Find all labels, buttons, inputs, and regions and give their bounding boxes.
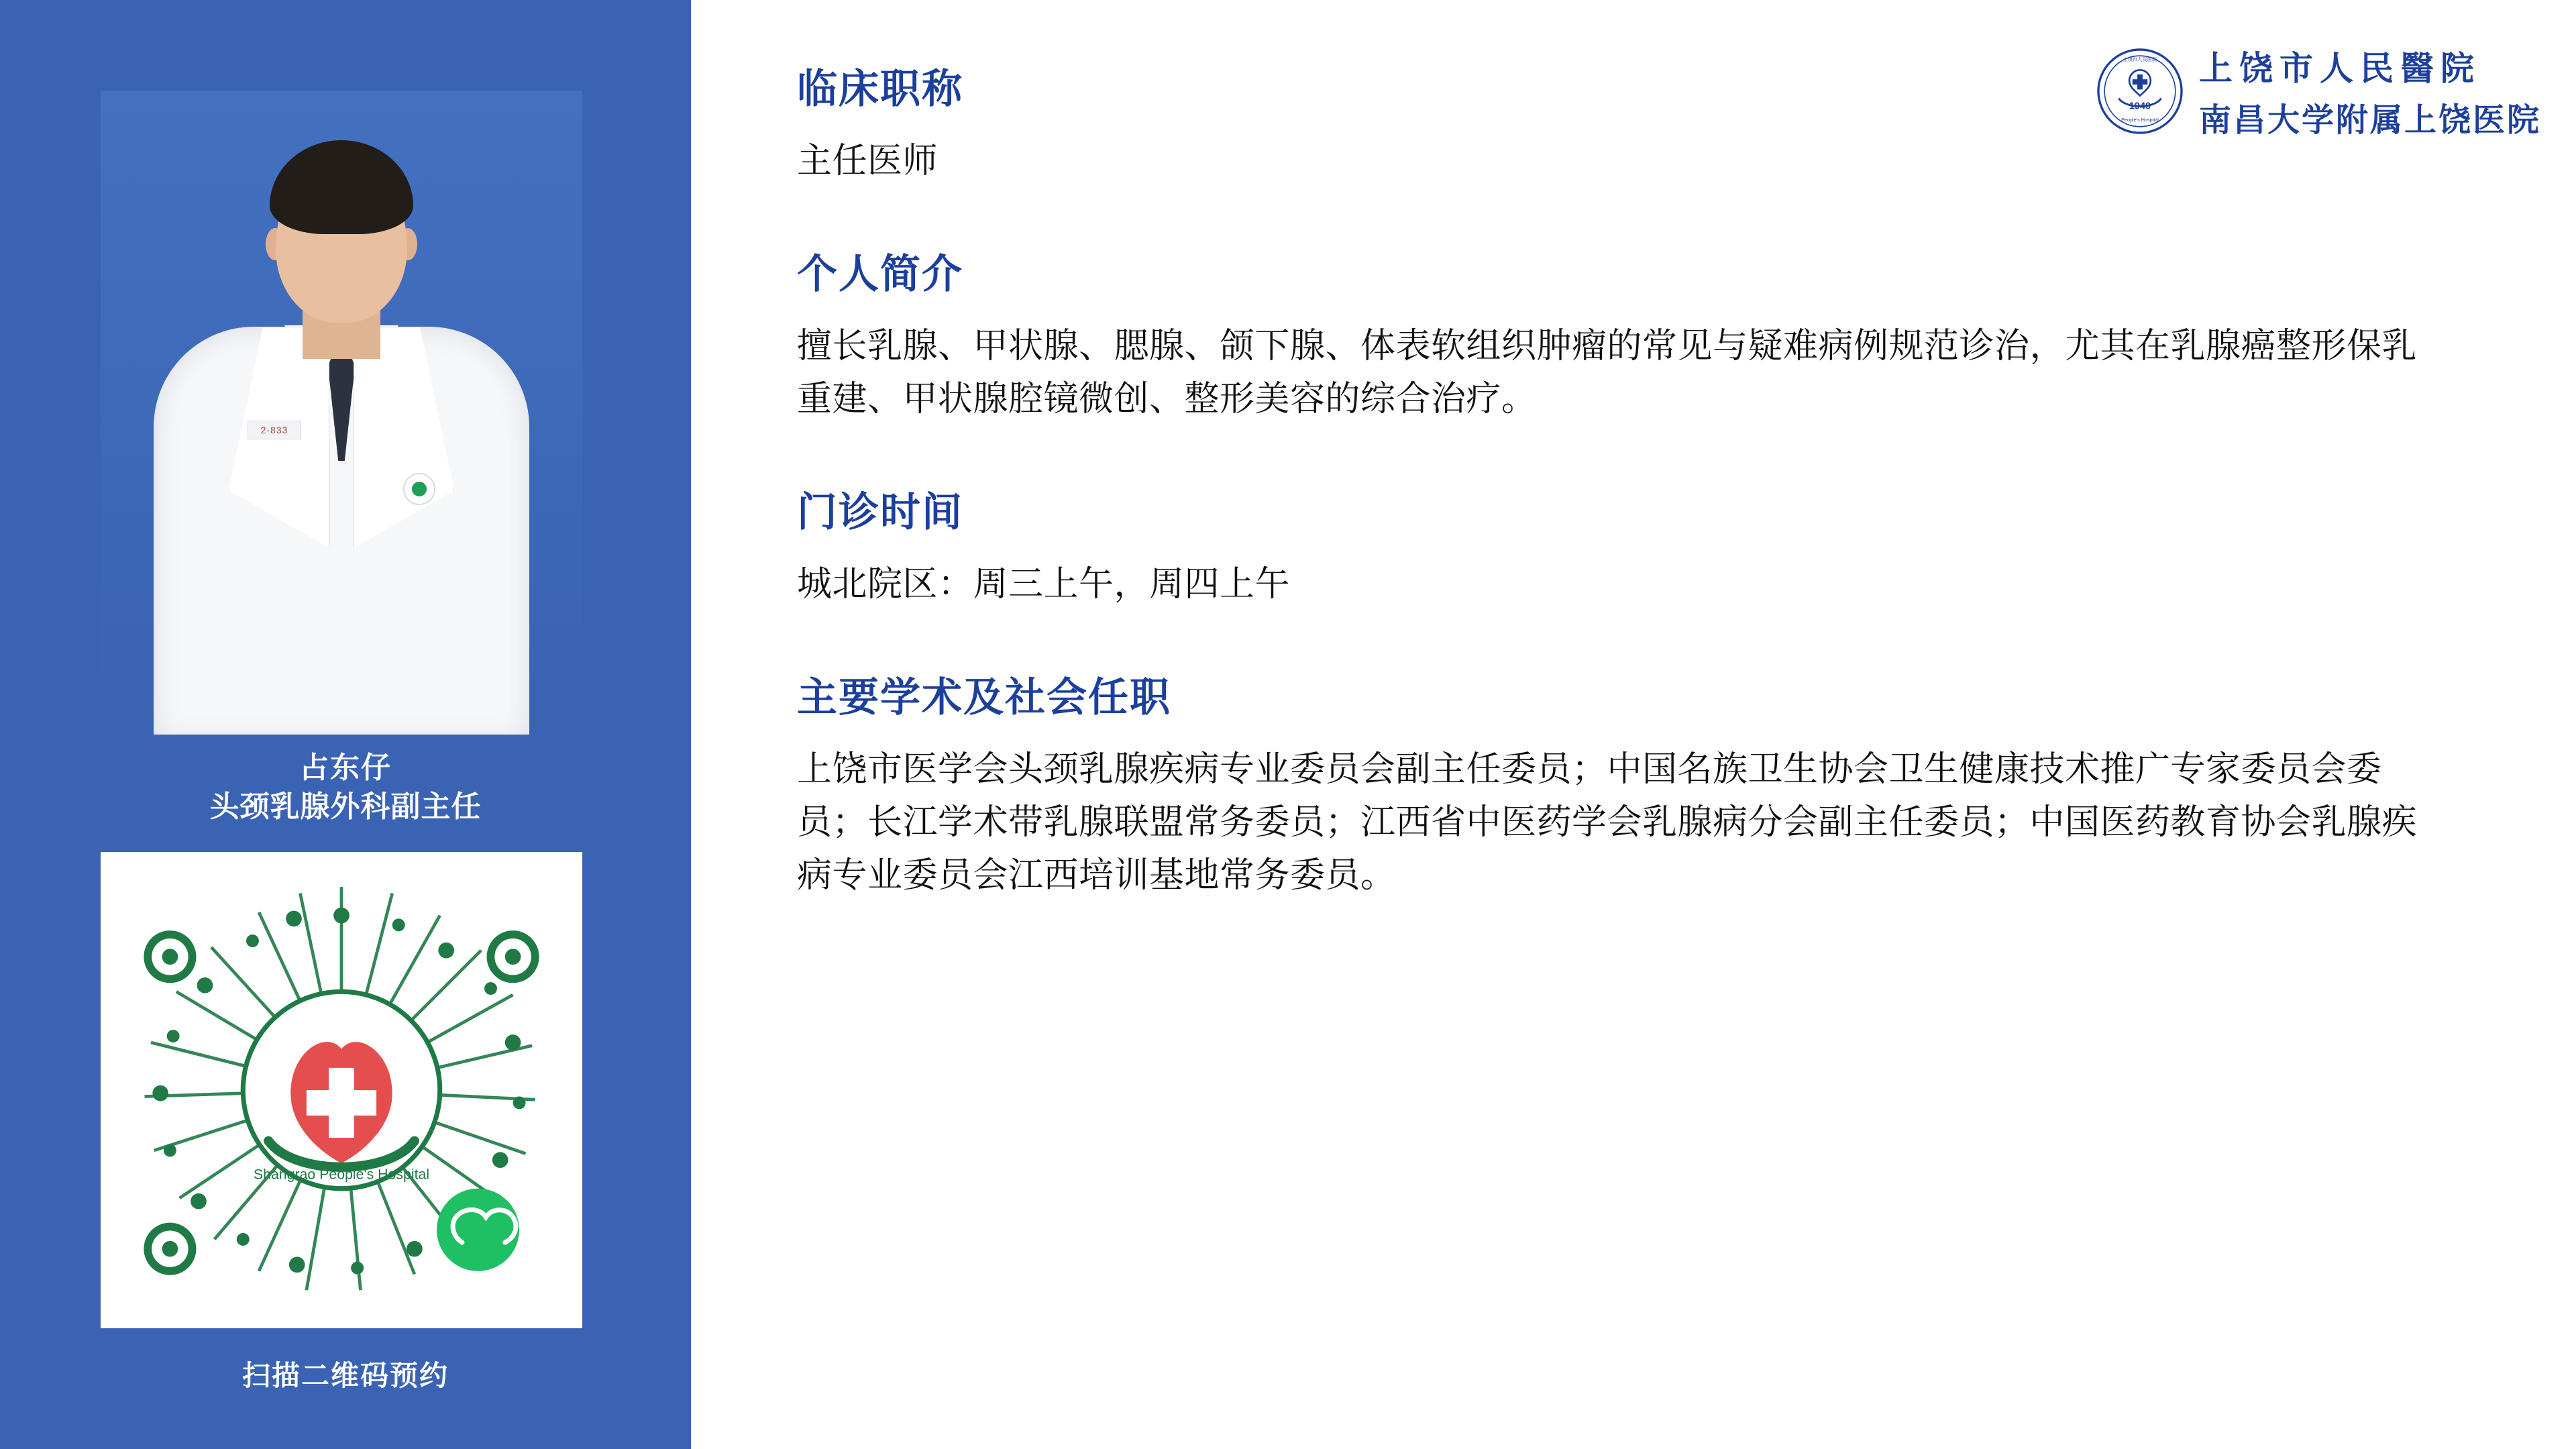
section-title-academic-roles: 主要学术及社会任职 [797, 676, 1171, 720]
spacer [797, 723, 2447, 743]
doctor-profile-body [797, 64, 2447, 902]
hospital-name-line1: 上饶市人民醫院 [2198, 50, 2481, 87]
wechat-qr-code-icon [101, 852, 582, 1328]
left-panel-inner [0, 0, 691, 1449]
hospital-name-line2: 南昌大学附属上饶医院 [2198, 103, 2541, 138]
doctor-photo [101, 91, 582, 735]
spacer [797, 426, 2447, 488]
section-body-academic-roles: 上饶市医学会头颈乳腺疾病专业委员会副主任委员；中国名族卫生协会卫生健康技术推广专家委员会委员；长江学术带乳腺联盟常务委员；江西省中医药学会乳腺病分会副主任委员；中国医药教育协会乳腺疾病专业委员会江西培训基地常务委员。 [797, 751, 2418, 896]
content-area [691, 0, 2576, 1449]
spacer [797, 538, 2447, 558]
section-title-biography: 个人简介 [797, 252, 963, 297]
section-title-clinic-hours: 门诊时间 [797, 490, 963, 535]
spacer [797, 188, 2447, 250]
svg-text:1940: 1940 [2129, 100, 2151, 111]
spacer [797, 115, 2447, 135]
spacer [797, 611, 2447, 673]
left-blue-panel [0, 0, 691, 1449]
section-body-biography: 擅长乳腺、甲状腺、腮腺、颌下腺、体表软组织肿瘤的常见与疑难病例规范诊治，尤其在乳腺癌整形保乳重建、甲状腺腔镜微创、整形美容的综合治疗。 [797, 327, 2418, 419]
spacer [797, 300, 2447, 320]
svg-text:People's Hospital: People's Hospital [2121, 116, 2159, 123]
section-body-clinic-hours: 城北院区：周三上午，周四上午 [797, 566, 1291, 604]
svg-text:Shangrao People's Hospital: Shangrao People's Hospital [253, 1166, 430, 1183]
section-body-clinical-rank: 主任医师 [797, 142, 938, 180]
qr-caption: 扫描二维码预约 [241, 1360, 449, 1391]
portrait-hospital-badge-icon [403, 473, 435, 505]
section-title-clinical-rank: 临床职称 [797, 67, 963, 111]
doctor-name: 占东仔 [299, 751, 392, 784]
svg-text:上饶市人民医院: 上饶市人民医院 [2123, 56, 2157, 62]
portrait-name-tag: 2-833 [248, 421, 301, 439]
qr-code[interactable] [101, 852, 582, 1328]
doctor-position: 头颈乳腺外科副主任 [209, 790, 482, 823]
